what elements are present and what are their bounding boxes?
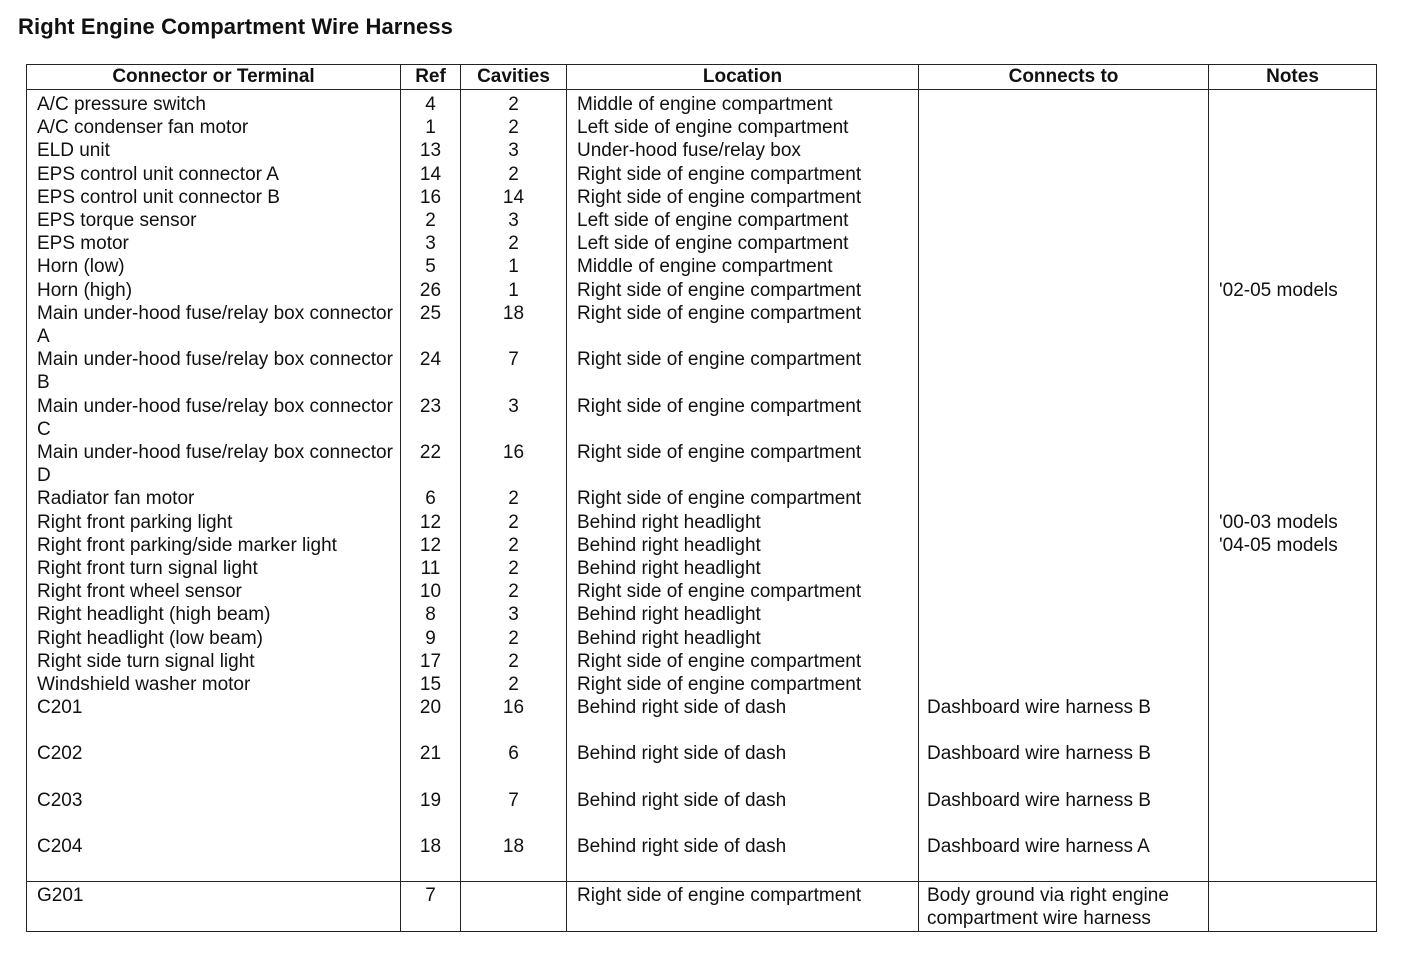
cell-connects-to <box>919 209 1209 232</box>
cell-cavities: 18 <box>461 302 567 348</box>
cell-connects-to <box>919 116 1209 139</box>
cell-connector: Right front parking/side marker light <box>27 534 401 557</box>
cell-location: Right side of engine compartment <box>567 673 919 696</box>
cell-notes <box>1209 673 1377 696</box>
cell-ref: 12 <box>401 511 461 534</box>
cell-ref: 3 <box>401 232 461 255</box>
cell-connector: A/C pressure switch <box>27 90 401 117</box>
cell-connector: Right front wheel sensor <box>27 580 401 603</box>
cell-notes <box>1209 882 1377 931</box>
cell-connector: Horn (low) <box>27 255 401 278</box>
table-row <box>27 789 1377 835</box>
cell-ref: 26 <box>401 279 461 302</box>
cell-notes <box>1209 696 1377 742</box>
cell-connects-to: Body ground via right engine compartment wire harness <box>919 882 1209 931</box>
column-header-location: Location <box>567 65 919 90</box>
cell-connector: C202 <box>27 742 401 788</box>
cell-connects-to <box>919 90 1209 117</box>
cell-cavities: 3 <box>461 139 567 162</box>
cell-connector: EPS control unit connector B <box>27 186 401 209</box>
cell-ref: 20 <box>401 696 461 742</box>
cell-location: Right side of engine compartment <box>567 348 919 394</box>
cell-cavities: 7 <box>461 348 567 394</box>
cell-notes <box>1209 789 1377 835</box>
cell-connects-to <box>919 511 1209 534</box>
cell-ref: 18 <box>401 835 461 882</box>
cell-location: Right side of engine compartment <box>567 441 919 487</box>
cell-connector: C203 <box>27 789 401 835</box>
cell-location: Middle of engine compartment <box>567 90 919 117</box>
cell-ref: 14 <box>401 163 461 186</box>
cell-connects-to <box>919 279 1209 302</box>
cell-connects-to <box>919 487 1209 510</box>
table-row <box>27 742 1377 788</box>
cell-cavities: 18 <box>461 835 567 882</box>
cell-location: Right side of engine compartment <box>567 186 919 209</box>
cell-connector: Main under-hood fuse/relay box connector C <box>27 395 401 441</box>
cell-cavities: 2 <box>461 673 567 696</box>
cell-cavities: 2 <box>461 116 567 139</box>
column-header-connects-to: Connects to <box>919 65 1209 90</box>
table-row <box>27 511 1377 534</box>
cell-notes <box>1209 348 1377 394</box>
table-row <box>27 255 1377 278</box>
cell-cavities <box>461 882 567 931</box>
cell-cavities: 6 <box>461 742 567 788</box>
cell-location: Behind right headlight <box>567 627 919 650</box>
table-row <box>27 835 1377 882</box>
cell-cavities: 1 <box>461 255 567 278</box>
cell-location: Left side of engine compartment <box>567 116 919 139</box>
cell-location: Right side of engine compartment <box>567 302 919 348</box>
table-row <box>27 487 1377 510</box>
cell-cavities: 2 <box>461 511 567 534</box>
cell-cavities: 3 <box>461 395 567 441</box>
cell-connects-to <box>919 302 1209 348</box>
column-header-notes: Notes <box>1209 65 1377 90</box>
table-row <box>27 279 1377 302</box>
cell-notes <box>1209 557 1377 580</box>
cell-notes <box>1209 302 1377 348</box>
cell-cavities: 3 <box>461 209 567 232</box>
cell-cavities: 2 <box>461 90 567 117</box>
cell-connects-to: Dashboard wire harness B <box>919 696 1209 742</box>
cell-location: Behind right side of dash <box>567 742 919 788</box>
cell-notes <box>1209 835 1377 882</box>
table-row <box>27 186 1377 209</box>
cell-cavities: 2 <box>461 487 567 510</box>
cell-connector: Right front parking light <box>27 511 401 534</box>
cell-connector: Main under-hood fuse/relay box connector D <box>27 441 401 487</box>
cell-ref: 22 <box>401 441 461 487</box>
column-header-ref: Ref <box>401 65 461 90</box>
cell-connects-to <box>919 255 1209 278</box>
cell-ref: 10 <box>401 580 461 603</box>
table-row <box>27 673 1377 696</box>
table-row <box>27 348 1377 394</box>
cell-location: Right side of engine compartment <box>567 580 919 603</box>
cell-connects-to <box>919 186 1209 209</box>
cell-location: Left side of engine compartment <box>567 209 919 232</box>
cell-connector: C204 <box>27 835 401 882</box>
table-body <box>27 90 1377 932</box>
cell-connector: Right side turn signal light <box>27 650 401 673</box>
cell-ref: 1 <box>401 116 461 139</box>
cell-notes <box>1209 139 1377 162</box>
cell-location: Behind right headlight <box>567 603 919 626</box>
table-row <box>27 139 1377 162</box>
cell-notes <box>1209 487 1377 510</box>
cell-location: Left side of engine compartment <box>567 232 919 255</box>
cell-cavities: 2 <box>461 650 567 673</box>
cell-location: Right side of engine compartment <box>567 279 919 302</box>
cell-notes <box>1209 90 1377 117</box>
cell-connects-to: Dashboard wire harness A <box>919 835 1209 882</box>
cell-cavities: 2 <box>461 534 567 557</box>
cell-cavities: 2 <box>461 557 567 580</box>
cell-cavities: 7 <box>461 789 567 835</box>
cell-cavities: 1 <box>461 279 567 302</box>
cell-notes <box>1209 116 1377 139</box>
cell-cavities: 2 <box>461 580 567 603</box>
cell-ref: 23 <box>401 395 461 441</box>
cell-notes: '04-05 models <box>1209 534 1377 557</box>
cell-ref: 12 <box>401 534 461 557</box>
cell-ref: 7 <box>401 882 461 931</box>
cell-cavities: 2 <box>461 232 567 255</box>
cell-connects-to <box>919 673 1209 696</box>
cell-location: Behind right side of dash <box>567 696 919 742</box>
cell-notes <box>1209 186 1377 209</box>
cell-notes <box>1209 163 1377 186</box>
table-row <box>27 557 1377 580</box>
cell-connector: EPS control unit connector A <box>27 163 401 186</box>
cell-connects-to <box>919 441 1209 487</box>
cell-connector: ELD unit <box>27 139 401 162</box>
cell-notes: '02-05 models <box>1209 279 1377 302</box>
cell-ref: 4 <box>401 90 461 117</box>
cell-location: Behind right side of dash <box>567 789 919 835</box>
cell-notes <box>1209 580 1377 603</box>
cell-connects-to <box>919 232 1209 255</box>
cell-connects-to <box>919 580 1209 603</box>
cell-connector: EPS torque sensor <box>27 209 401 232</box>
cell-connector: Main under-hood fuse/relay box connector B <box>27 348 401 394</box>
table-row <box>27 882 1377 931</box>
cell-ref: 2 <box>401 209 461 232</box>
cell-ref: 13 <box>401 139 461 162</box>
cell-notes <box>1209 209 1377 232</box>
cell-location: Right side of engine compartment <box>567 395 919 441</box>
cell-location: Right side of engine compartment <box>567 487 919 510</box>
cell-connects-to <box>919 534 1209 557</box>
cell-location: Behind right side of dash <box>567 835 919 882</box>
cell-connects-to <box>919 163 1209 186</box>
cell-location: Right side of engine compartment <box>567 650 919 673</box>
cell-notes <box>1209 650 1377 673</box>
cell-cavities: 2 <box>461 627 567 650</box>
header-row <box>27 65 1377 90</box>
cell-notes <box>1209 627 1377 650</box>
cell-ref: 21 <box>401 742 461 788</box>
table-row <box>27 302 1377 348</box>
cell-notes <box>1209 255 1377 278</box>
cell-connects-to <box>919 627 1209 650</box>
cell-connects-to <box>919 557 1209 580</box>
table-row <box>27 232 1377 255</box>
cell-location: Right side of engine compartment <box>567 163 919 186</box>
table-row <box>27 603 1377 626</box>
cell-notes: '00-03 models <box>1209 511 1377 534</box>
cell-connects-to: Dashboard wire harness B <box>919 742 1209 788</box>
table-row <box>27 534 1377 557</box>
cell-connector: Right headlight (high beam) <box>27 603 401 626</box>
cell-connector: EPS motor <box>27 232 401 255</box>
cell-connects-to <box>919 348 1209 394</box>
table-row <box>27 395 1377 441</box>
cell-ref: 19 <box>401 789 461 835</box>
cell-location: Under-hood fuse/relay box <box>567 139 919 162</box>
cell-notes <box>1209 603 1377 626</box>
cell-ref: 8 <box>401 603 461 626</box>
cell-connector: Right front turn signal light <box>27 557 401 580</box>
cell-connector: Radiator fan motor <box>27 487 401 510</box>
cell-ref: 15 <box>401 673 461 696</box>
cell-ref: 17 <box>401 650 461 673</box>
table-row <box>27 627 1377 650</box>
cell-notes <box>1209 232 1377 255</box>
table-row <box>27 209 1377 232</box>
table-row <box>27 116 1377 139</box>
table-row <box>27 441 1377 487</box>
cell-connector: G201 <box>27 882 401 931</box>
cell-connects-to <box>919 395 1209 441</box>
cell-ref: 11 <box>401 557 461 580</box>
cell-connects-to <box>919 603 1209 626</box>
cell-connector: C201 <box>27 696 401 742</box>
cell-ref: 24 <box>401 348 461 394</box>
cell-location: Behind right headlight <box>567 511 919 534</box>
cell-cavities: 3 <box>461 603 567 626</box>
cell-location: Right side of engine compartment <box>567 882 919 931</box>
cell-location: Behind right headlight <box>567 557 919 580</box>
cell-connects-to <box>919 139 1209 162</box>
cell-ref: 25 <box>401 302 461 348</box>
cell-notes <box>1209 742 1377 788</box>
cell-cavities: 16 <box>461 696 567 742</box>
cell-cavities: 2 <box>461 163 567 186</box>
cell-ref: 16 <box>401 186 461 209</box>
column-header-cavities: Cavities <box>461 65 567 90</box>
cell-connector: Windshield washer motor <box>27 673 401 696</box>
cell-notes <box>1209 441 1377 487</box>
cell-ref: 6 <box>401 487 461 510</box>
cell-ref: 5 <box>401 255 461 278</box>
cell-ref: 9 <box>401 627 461 650</box>
table-row <box>27 163 1377 186</box>
column-header-connector: Connector or Terminal <box>27 65 401 90</box>
cell-notes <box>1209 395 1377 441</box>
cell-connector: Horn (high) <box>27 279 401 302</box>
wire-harness-table <box>26 64 1377 932</box>
page-title: Right Engine Compartment Wire Harness <box>18 14 454 39</box>
cell-connects-to: Dashboard wire harness B <box>919 789 1209 835</box>
table-row <box>27 90 1377 117</box>
table-row <box>27 650 1377 673</box>
cell-connects-to <box>919 650 1209 673</box>
cell-cavities: 14 <box>461 186 567 209</box>
cell-location: Middle of engine compartment <box>567 255 919 278</box>
table-row <box>27 696 1377 742</box>
cell-location: Behind right headlight <box>567 534 919 557</box>
cell-connector: Right headlight (low beam) <box>27 627 401 650</box>
table-row <box>27 580 1377 603</box>
cell-connector: Main under-hood fuse/relay box connector A <box>27 302 401 348</box>
cell-cavities: 16 <box>461 441 567 487</box>
cell-connector: A/C condenser fan motor <box>27 116 401 139</box>
